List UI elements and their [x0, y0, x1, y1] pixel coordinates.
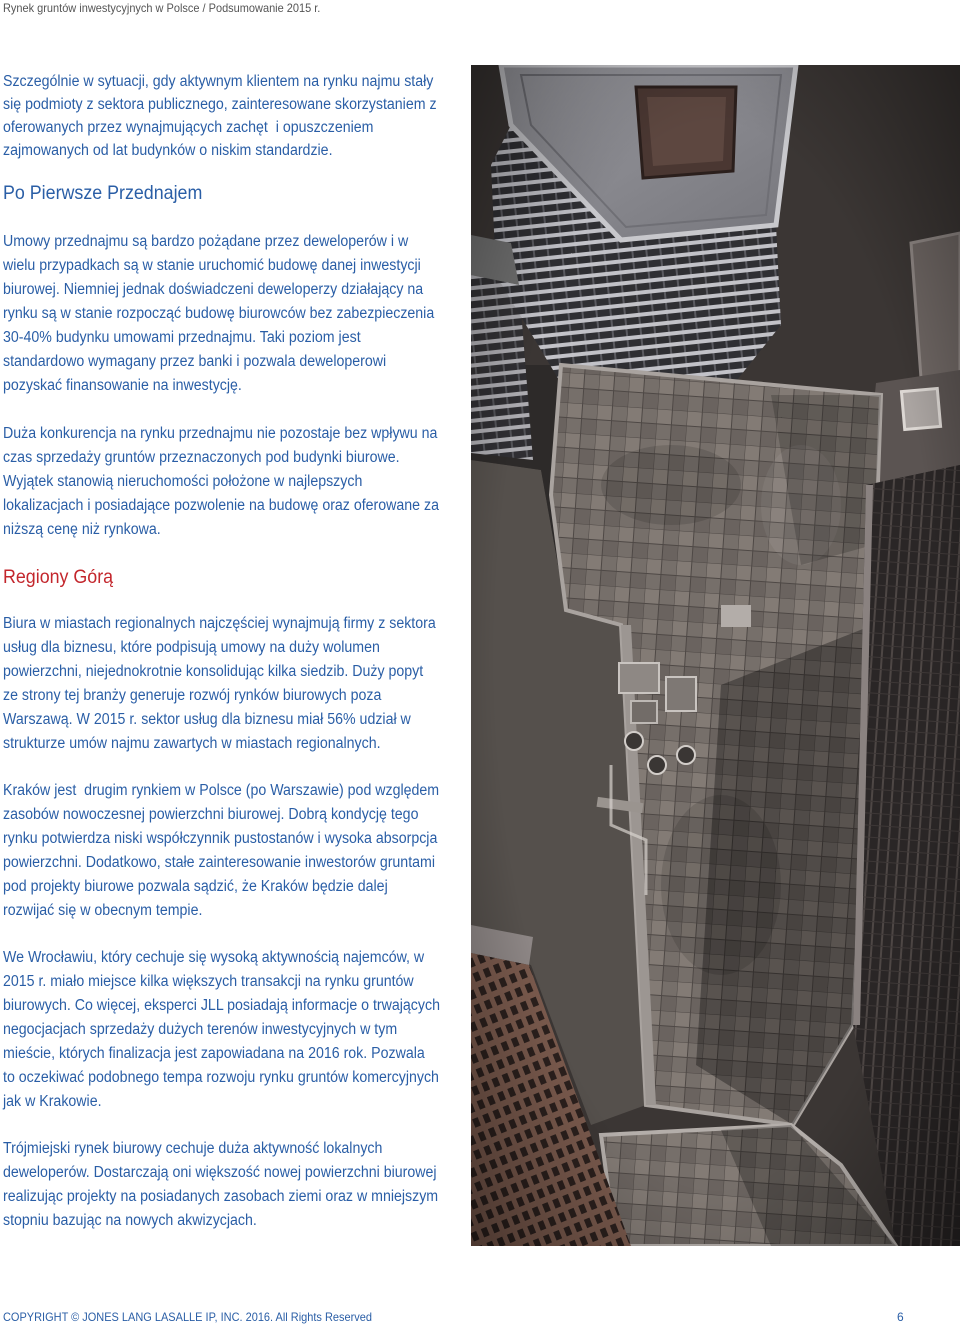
text-line: Biura w miastach regionalnych najczęściej wynajmują firmy z sektora: [3, 615, 436, 632]
paragraph: [3, 612, 436, 756]
text-line: niższą cenę niż rynkowa.: [3, 521, 161, 538]
paragraph: [3, 230, 434, 398]
running-header: [3, 0, 320, 16]
text-line: stopniu bazując na nowych akwizycjach.: [3, 1212, 257, 1229]
text-line: powierzchni, niejednokrotnie konsolidując kilka siedzib. Duży popyt: [3, 663, 424, 680]
copyright-text: COPYRIGHT © JONES LANG LASALLE IP, INC. 2016. All Rights Reserved: [3, 1310, 372, 1324]
text-line: oferowanych przez wynajmujących zachęt i opuszczeniem: [3, 119, 374, 136]
text-line: realizując projekty na posiadanych zasobach ziemi oraz w mniejszym: [3, 1188, 439, 1205]
text-line: Szczególnie w sytuacji, gdy aktywnym klientem na rynku najmu stały: [3, 73, 434, 90]
text-line: powierzchni. Dodatkowo, stałe zainteresowanie inwestorów gruntami: [3, 854, 435, 871]
footer: [3, 1308, 372, 1326]
text-line: Wyjątek stanowią nieruchomości położone w najlepszych: [3, 473, 363, 490]
text-line: Trójmiejski rynek biurowy cechuje duża aktywność lokalnych: [3, 1140, 383, 1157]
paragraph: [3, 1137, 438, 1233]
text-line: rynku są w stanie rozpocząć budowę biurowców bez zabezpieczenia: [3, 305, 435, 322]
text-line: 2015 r. miało miejsce kilka większych transakcji na rynku gruntów: [3, 973, 414, 990]
section-heading: Regiony Górą: [3, 566, 114, 588]
text-line: biurowej. Niemniej jednak doświadczeni deweloperzy działający na: [3, 281, 424, 298]
text-line: to oczekiwać podobnego tempa rozwoju rynku gruntów komercyjnych: [3, 1069, 439, 1086]
text-line: pozyskać finansowanie na inwestycję.: [3, 377, 242, 394]
text-line: czas sprzedaży gruntów przeznaczonych pod budynki biurowe.: [3, 449, 400, 466]
text-line: 30-40% budynku umowami przednajmu. Taki poziom jest: [3, 329, 361, 346]
text-line: rynku potwierdza niski współczynnik pustostanów i wysoka absorpcja: [3, 830, 438, 847]
text-column: [3, 0, 479, 1326]
running-header-text: Rynek gruntów inwestycyjnych w Polsce / Podsumowanie 2015 r.: [3, 1, 321, 15]
text-line: Duża konkurencja na rynku przednajmu nie pozostaje bez wpływu na: [3, 425, 438, 442]
intro-paragraph: [3, 70, 437, 162]
page-number: 6: [897, 1310, 904, 1324]
section-heading: Po Pierwsze Przednajem: [3, 182, 203, 204]
text-line: negocjacjach sprzedaży dużych terenów inwestycyjnych w tym: [3, 1021, 398, 1038]
text-line: się podmioty z sektora publicznego, zainteresowane skorzystaniem z: [3, 96, 437, 113]
text-line: lokalizacjach i posiadające pozwolenie na budowę oraz oferowane za: [3, 497, 439, 514]
text-line: Kraków jest drugim rynkiem w Polsce (po Warszawie) pod względem: [3, 782, 440, 799]
text-line: We Wrocławiu, który cechuje się wysoką aktywnością najemców, w: [3, 949, 425, 966]
text-line: Umowy przednajmu są bardzo pożądane przez deweloperów i w: [3, 233, 409, 250]
text-line: deweloperów. Dostarczają oni większość nowej powierzchni biurowej: [3, 1164, 437, 1181]
text-line: usług dla biznesu, które podpisują umowy na duży wolumen: [3, 639, 380, 656]
text-line: wielu przypadkach są w stanie uruchomić budowę danej inwestycji: [3, 257, 421, 274]
text-line: pod projekty biurowe pozwala sądzić, że Kraków będzie dalej: [3, 878, 388, 895]
text-line: Warszawą. W 2015 r. sektor usług dla biznesu miał 56% udział w: [3, 711, 411, 728]
photo-vignette: [471, 65, 960, 1246]
text-line: standardowo wymagany przez banki i pozwala deweloperowi: [3, 353, 387, 370]
text-line: biurowych. Co więcej, eksperci JLL posiadają informacje o trwających: [3, 997, 440, 1014]
aerial-city-photo: [471, 65, 960, 1246]
paragraph: [3, 779, 439, 923]
text-line: mieście, których finalizacja jest zapowiadana na 2016 rok. Pozwala: [3, 1045, 425, 1062]
paragraph: [3, 946, 440, 1114]
text-line: ze strony tej branży generuje rozwój rynków biurowych poza: [3, 687, 382, 704]
text-line: zasobów nowoczesnej powierzchni biurowej. Dobrą kondycję tego: [3, 806, 419, 823]
text-line: strukturze umów najmu zawartych w miastach regionalnych.: [3, 735, 381, 752]
text-line: jak w Krakowie.: [3, 1093, 102, 1110]
paragraph: [3, 422, 439, 542]
text-line: rozwijać się w obecnym tempie.: [3, 902, 203, 919]
text-line: zajmowanych od lat budynków o niskim standardzie.: [3, 142, 333, 159]
